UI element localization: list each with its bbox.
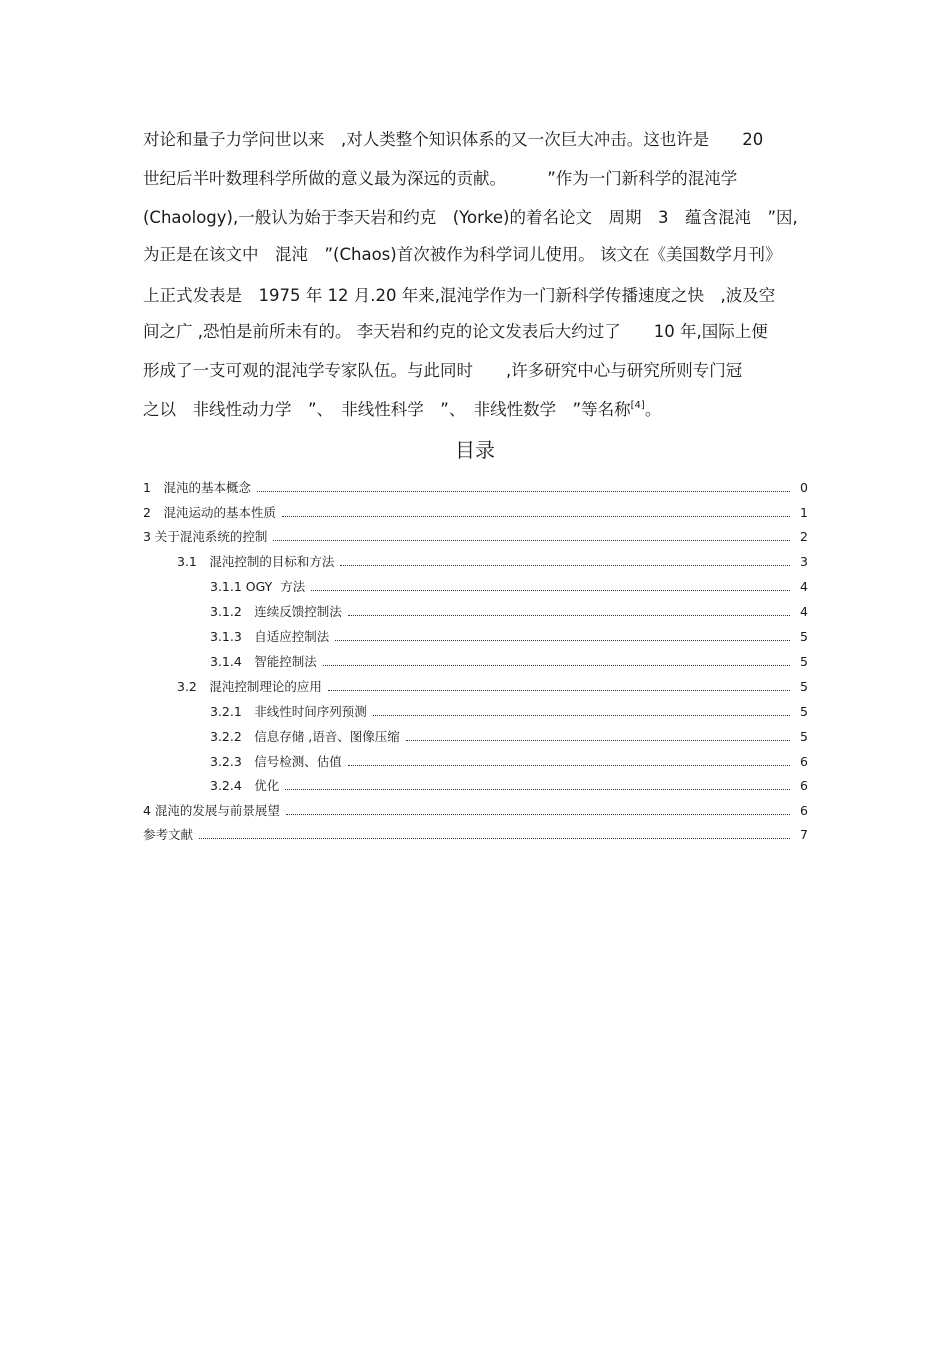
toc-entry[interactable] [210, 578, 808, 596]
toc-page-number: 4 [800, 579, 808, 594]
toc-entry-text: 3.1.1 OGY 方法 [210, 579, 306, 594]
toc-entry[interactable] [143, 528, 808, 546]
toc-page-number: 5 [800, 679, 808, 694]
toc-entry[interactable] [210, 728, 808, 746]
toc-entry-text: 3.2.4 优化 [210, 778, 280, 793]
toc-dot-leader [199, 826, 790, 839]
toc-page-number: 6 [800, 778, 808, 793]
paragraph-line: 上正式发表是 1975 年 12 月.20 年来,混沌学作为一门新科学传播速度之快 ,波及空 [143, 286, 776, 305]
toc-entry-text: 2 混沌运动的基本性质 [143, 505, 276, 520]
toc-entry[interactable] [143, 479, 808, 497]
toc-dot-leader [311, 578, 790, 591]
citation-ref[interactable]: [4] [630, 400, 645, 411]
paragraph-line: (Chaology),一般认为始于李天岩和约克 (Yorke)的着名论文 周期 3 蕴含混沌 ”因, [143, 208, 798, 227]
toc-entry[interactable] [210, 777, 808, 795]
toc-page-number: 5 [800, 629, 808, 644]
toc-dot-leader [340, 553, 790, 566]
toc-entry-text: 参考文献 [143, 827, 194, 842]
paragraph-line-text: 之以 非线性动力学 ”、 非线性科学 ”、 非线性数学 ”等名称 [143, 400, 631, 419]
toc-dot-leader [323, 653, 790, 666]
toc-entry[interactable] [143, 802, 808, 820]
toc-dot-leader [335, 628, 790, 641]
paragraph-line: 为正是在该文中 混沌 ”(Chaos)首次被作为科学词儿使用。 该文在《美国数学月刊》 [143, 245, 782, 264]
toc-entry[interactable] [210, 628, 808, 646]
toc-dot-leader [348, 603, 790, 616]
toc-dot-leader [373, 703, 790, 716]
toc-page-number: 6 [800, 803, 808, 818]
toc-page-number: 0 [800, 480, 808, 495]
paragraph-line: 世纪后半叶数理科学所做的意义最为深远的贡献。 ”作为一门新科学的混沌学 [143, 169, 738, 188]
toc-entry-text: 1 混沌的基本概念 [143, 480, 251, 495]
toc-entry-text: 4 混沌的发展与前景展望 [143, 803, 280, 818]
toc-entry-text: 3.1.3 自适应控制法 [210, 629, 330, 644]
toc-dot-leader [285, 777, 790, 790]
toc-entry[interactable] [210, 603, 808, 621]
toc-entry-text: 3.2.3 信号检测、估值 [210, 754, 342, 769]
toc-page-number: 4 [800, 604, 808, 619]
toc-dot-leader [257, 479, 790, 492]
toc-entry[interactable] [210, 653, 808, 671]
toc-entry-text: 3.2 混沌控制理论的应用 [177, 679, 322, 694]
toc-entry-text: 3 关于混沌系统的控制 [143, 529, 268, 544]
toc-entry-text: 3.2.2 信息存储 ,语音、图像压缩 [210, 729, 400, 744]
toc-page-number: 6 [800, 754, 808, 769]
paragraph-line: 间之广 ,恐怕是前所未有的。 李天岩和约克的论文发表后大约过了 10 年,国际上便 [143, 322, 768, 341]
paragraph-end-mark: 。 [644, 400, 662, 419]
toc-title: 目录 [455, 438, 495, 462]
toc-entry[interactable] [210, 753, 808, 771]
toc-dot-leader [348, 753, 790, 766]
paragraph-last-line [143, 398, 808, 422]
toc-entry[interactable] [210, 703, 808, 721]
toc-dot-leader [406, 728, 790, 741]
toc-page-number: 5 [800, 654, 808, 669]
toc-page-number: 5 [800, 729, 808, 744]
toc-dot-leader [328, 678, 790, 691]
toc-entry-text: 3.1 混沌控制的目标和方法 [177, 554, 335, 569]
paragraph-line: 对论和量子力学问世以来 ,对人类整个知识体系的又一次巨大冲击。这也许是 20 [143, 130, 764, 149]
toc-page-number: 2 [800, 529, 808, 544]
toc-entry-text: 3.1.2 连续反馈控制法 [210, 604, 342, 619]
toc-entry[interactable] [143, 504, 808, 522]
toc-page-number: 7 [800, 827, 808, 842]
toc-entry-text: 3.2.1 非线性时间序列预测 [210, 704, 367, 719]
toc-entry[interactable] [177, 678, 808, 696]
paragraph-line: 形成了一支可观的混沌学专家队伍。与此同时 ,许多研究中心与研究所则专门冠 [143, 361, 743, 380]
toc-page-number: 1 [800, 505, 808, 520]
toc-entry-text: 3.1.4 智能控制法 [210, 654, 317, 669]
toc-dot-leader [282, 504, 790, 517]
toc-dot-leader [273, 528, 790, 541]
toc-page-number: 3 [800, 554, 808, 569]
toc-page-number: 5 [800, 704, 808, 719]
toc-dot-leader [286, 802, 790, 815]
toc-entry[interactable] [177, 553, 808, 571]
toc-entry[interactable] [143, 826, 808, 844]
